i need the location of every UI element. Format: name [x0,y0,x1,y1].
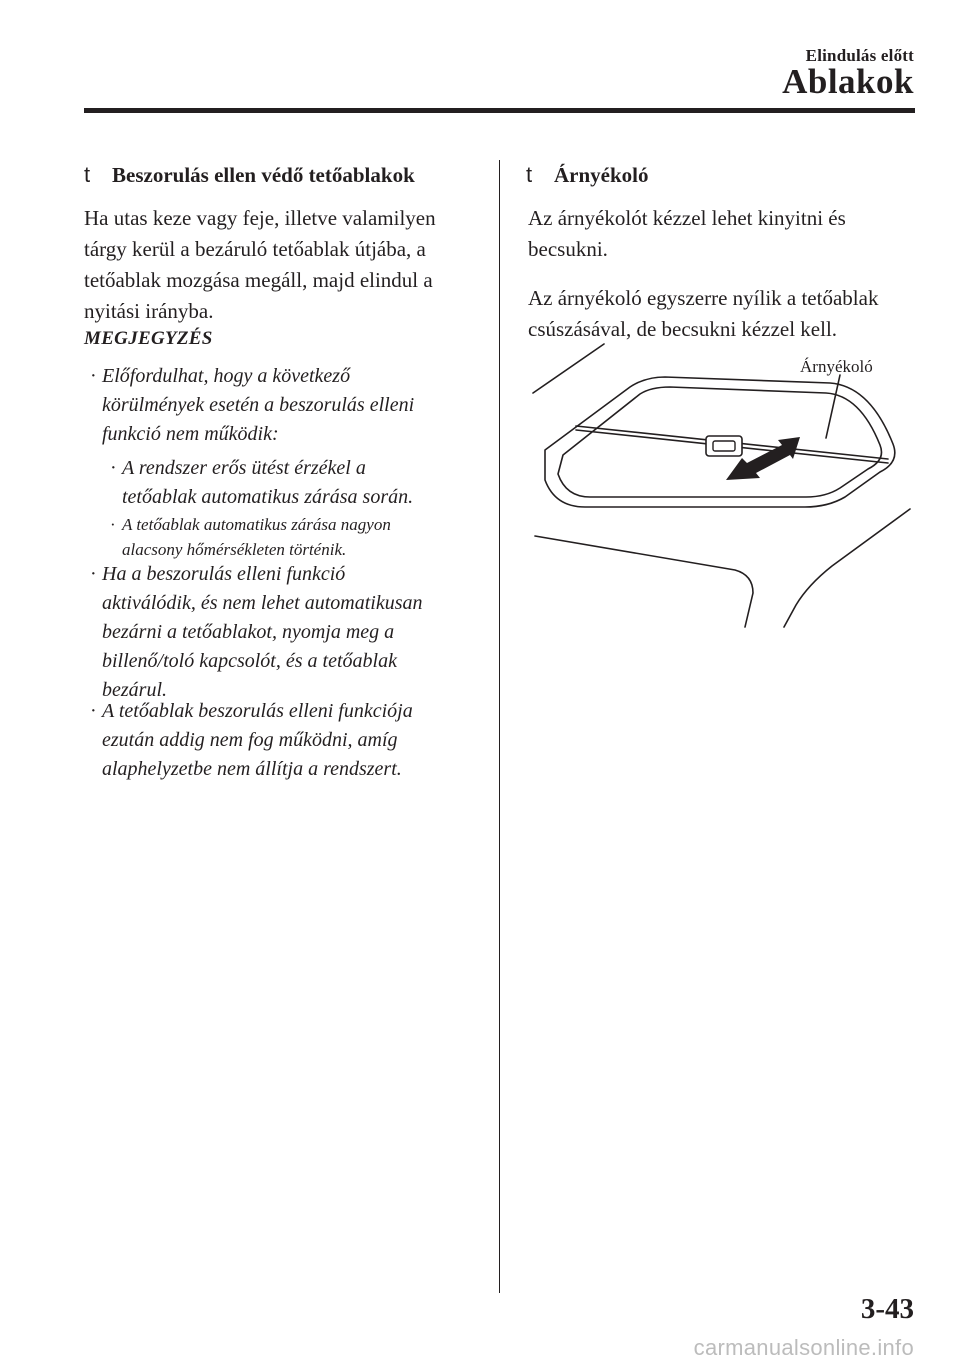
section-marker: t [526,162,533,187]
note-line: alacsony hőmérsékleten történik. [122,540,347,559]
paragraph-line: Az árnyékoló egyszerre nyílik a tetőablak [528,286,879,310]
note-line: ezután addig nem fog működni, amíg [102,729,398,751]
label-leader-line [826,375,840,438]
note-line: Előfordulhat, hogy a következő [102,365,351,387]
paragraph-line: tetőablak mozgása megáll, majd elindul a [84,268,433,292]
paragraph-line: csúszásával, de becsukni kézzel kell. [528,317,838,341]
bullet: · [90,365,97,387]
bullet: · [110,515,116,534]
note-subitem [110,454,482,512]
section-heading-anti-pinch [84,162,415,188]
roof-edge-line [533,344,604,393]
note-item [90,362,482,449]
sunshade-illustration [520,335,920,635]
sunshade-paragraph-1 [528,203,846,265]
figure-label: Árnyékoló [800,357,873,376]
note-item [90,560,482,705]
paragraph-line: nyitási irányba. [84,299,214,323]
bullet: · [90,700,97,722]
watermark: carmanualsonline.info [693,1335,914,1360]
bullet: · [110,457,117,479]
section-title: Beszorulás ellen védő tetőablakok [112,163,415,187]
note-line: A tetőablak beszorulás elleni funkciója [102,700,413,722]
column-divider [499,160,500,1293]
note-line: billenő/toló kapcsolót, és a tetőablak [102,650,397,672]
note-line: Ha a beszorulás elleni funkció [102,563,346,585]
section-heading-sunshade [526,162,649,188]
paragraph-line: Ha utas keze vagy feje, illetve valamilyen [84,206,436,230]
note-line: A tetőablak automatikus zárása nagyon [122,515,391,534]
paragraph-line: becsukni. [528,237,608,261]
section-marker: t [84,162,91,187]
note-line: aktiválódik, és nem lehet automatikusan [102,592,423,614]
note-subitem [110,512,482,562]
note-line: bezárul. [102,679,167,701]
running-header-section: Elindulás előtt [805,46,914,65]
anti-pinch-paragraph [84,203,436,327]
note-line: funkció nem működik: [102,423,279,445]
note-line: bezárni a tetőablakot, nyomja meg a [102,621,395,643]
note-line: A rendszer erős ütést érzékel a [122,457,366,479]
note-line: körülmények esetén a beszorulás elleni [102,394,415,416]
section-title: Árnyékoló [554,163,649,187]
running-header-title: Ablakok [782,62,914,101]
note-title: MEGJEGYZÉS [84,328,213,349]
pillar-curve [535,536,753,627]
note-line: alaphelyzetbe nem állítja a rendszert. [102,758,402,780]
shade-handle [706,436,742,456]
paragraph-line: Az árnyékolót kézzel lehet kinyitni és [528,206,846,230]
paragraph-line: tárgy kerül a bezáruló tetőablak útjába, a [84,237,426,261]
page-number: 3-43 [860,1293,914,1325]
header-rule [84,108,915,113]
note-item [90,697,482,784]
bullet: · [90,563,97,585]
note-line: tetőablak automatikus zárása során. [122,486,414,508]
pillar-curve [784,509,910,627]
